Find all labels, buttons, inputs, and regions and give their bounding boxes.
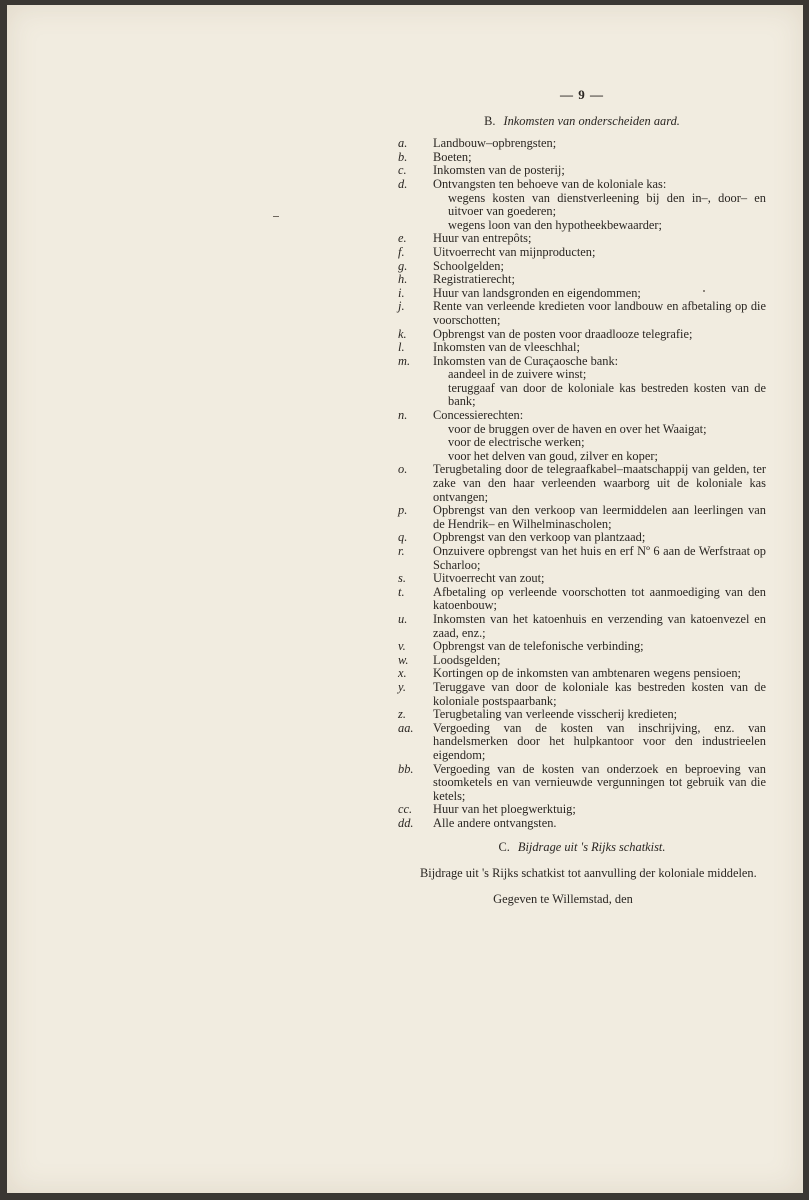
item-text [433, 164, 766, 178]
item-letter: t. [398, 584, 405, 599]
list-item [398, 763, 766, 804]
item-letter: e. [398, 231, 407, 246]
item-line: Huur van entrepôts; [433, 231, 532, 246]
item-line: Kortingen op de inkomsten van ambtenaren wegens pensioen; [433, 666, 741, 681]
list-item [398, 355, 766, 409]
item-line: Concessierechten: [433, 408, 524, 423]
list-item [398, 409, 766, 463]
section-b-title: Inkomsten van onderscheiden aard. [503, 113, 680, 128]
page-number: — 9 — [560, 87, 604, 102]
item-letter: q. [398, 530, 408, 545]
list-item [398, 708, 766, 722]
list-item [398, 328, 766, 342]
list-item [398, 667, 766, 681]
list-item [398, 640, 766, 654]
revenue-items-list [398, 137, 766, 830]
item-text [433, 803, 766, 817]
item-letter: cc. [398, 802, 413, 817]
item-sub-line: voor het delven van goud, zilver en koper; [448, 448, 658, 463]
item-line: Opbrengst van den verkoop van plantzaad; [433, 530, 646, 545]
item-letter: y. [398, 679, 406, 694]
item-text [433, 722, 766, 763]
item-letter: r. [398, 544, 405, 558]
item-text [433, 260, 766, 274]
list-item [398, 260, 766, 274]
item-letter: f. [398, 244, 405, 259]
item-line: Uitvoerrecht van mijnproducten; [433, 244, 596, 259]
item-letter: w. [398, 652, 409, 667]
item-letter: h. [398, 272, 408, 287]
item-text [433, 355, 766, 409]
item-text [433, 232, 766, 246]
item-line: Ontvangsten ten behoeve van de koloniale kas: [433, 176, 667, 191]
item-letter: k. [398, 326, 407, 341]
item-sub-line: voor de electrische werken; [448, 435, 585, 450]
item-line: Terugbetaling door de telegraafkabel–maatschappij van gelden, ter zake van den haar verleenden waarborg uit de koloniale kas ontvangen; [433, 462, 766, 504]
item-letter: u. [398, 611, 408, 626]
item-text [433, 504, 766, 531]
item-text [433, 409, 766, 463]
item-text [433, 531, 766, 545]
item-text [433, 708, 766, 722]
item-letter: aa. [398, 720, 414, 735]
item-text [433, 273, 766, 287]
section-b-letter: B. [484, 113, 496, 128]
list-item [398, 681, 766, 708]
item-text [433, 246, 766, 260]
item-letter: g. [398, 258, 408, 273]
list-item [398, 137, 766, 151]
list-item [398, 504, 766, 531]
item-line: Huur van landsgronden en eigendommen; [433, 285, 641, 300]
item-line: Rente van verleende kredieten voor landbouw en afbetaling op die voorschotten; [433, 299, 766, 327]
list-item [398, 232, 766, 246]
item-text [433, 300, 766, 327]
item-line: Teruggave van door de koloniale kas bestreden kosten van de koloniale postspaarbank; [433, 679, 766, 708]
item-letter: dd. [398, 815, 414, 830]
list-item [398, 613, 766, 640]
list-item [398, 803, 766, 817]
item-line: Landbouw–opbrengsten; [433, 136, 557, 151]
given-at-line: Gegeven te Willemstad, den [493, 891, 633, 906]
section-c-letter: C. [498, 840, 510, 855]
item-line: Opbrengst van de telefonische verbinding; [433, 639, 644, 654]
item-letter: x. [398, 666, 407, 681]
item-text [433, 667, 766, 681]
item-line: Alle andere ontvangsten. [433, 815, 557, 830]
item-line: Schoolgelden; [433, 258, 504, 273]
item-line: Opbrengst van de posten voor draadlooze telegrafie; [433, 326, 693, 341]
item-text [433, 640, 766, 654]
item-text [433, 763, 766, 804]
item-line: Registratierecht; [433, 272, 515, 287]
list-item [398, 164, 766, 178]
list-item [398, 246, 766, 260]
list-item [398, 817, 766, 831]
item-sub-line: wegens kosten van dienstverleening bij den in–, door– en uitvoer van goederen; [448, 190, 766, 219]
item-line: Afbetaling op verleende voorschotten tot aanmoediging van den katoenbouw; [433, 584, 766, 613]
item-text [433, 151, 766, 165]
item-text [433, 613, 766, 640]
item-line: Terugbetaling van verleende visscherij kredieten; [433, 707, 678, 722]
item-text [433, 328, 766, 342]
list-item [398, 722, 766, 763]
item-letter: d. [398, 176, 408, 191]
item-text [433, 817, 766, 831]
section-c-title: Bijdrage uit 's Rijks schatkist. [517, 840, 666, 855]
list-item [398, 273, 766, 287]
item-sub-line: voor de bruggen over de haven en over het Waaigat; [448, 421, 707, 436]
list-item [398, 654, 766, 668]
item-sub-line: wegens loon van den hypotheekbewaarder; [448, 217, 663, 232]
item-text [433, 572, 766, 586]
item-line: Inkomsten van het katoenhuis en verzending van katoenvezel en zaad, enz.; [433, 611, 766, 640]
list-item [398, 287, 766, 301]
item-letter: j. [398, 299, 405, 314]
item-letter: c. [398, 163, 407, 178]
item-line: Uitvoerrecht van zout; [433, 571, 545, 586]
item-letter: s. [398, 571, 406, 586]
item-line: Inkomsten van de posterij; [433, 163, 565, 178]
list-item [398, 531, 766, 545]
item-text [433, 545, 766, 572]
item-text [433, 463, 766, 504]
list-item [398, 300, 766, 327]
item-line: Inkomsten van de vleeschhal; [433, 340, 580, 355]
item-letter: z. [398, 707, 406, 722]
item-text [433, 287, 766, 301]
item-line: Boeten; [433, 149, 472, 164]
item-letter: m. [398, 353, 411, 368]
item-line: Opbrengst van den verkoop van leermiddelen aan leerlingen van de Hendrik– en Wilhelminascholen; [433, 503, 766, 531]
item-line: Inkomsten van de Curaçaosche bank: [433, 353, 619, 368]
item-sub-line: teruggaaf van door de koloniale kas bestreden kosten van de bank; [448, 380, 766, 409]
contribution-paragraph: Bijdrage uit 's Rijks schatkist tot aanvulling der koloniale middelen. [420, 866, 757, 881]
item-text [433, 654, 766, 668]
item-line: Loodsgelden; [433, 652, 501, 667]
item-letter: o. [398, 462, 408, 477]
list-item [398, 586, 766, 613]
item-letter: n. [398, 408, 408, 423]
item-line: Vergoeding van de kosten van onderzoek en beproeving van stoomketels en van vernieuwde vergunningen tot gebruik van die ketels; [433, 761, 766, 803]
section-b-heading [398, 115, 766, 129]
item-line: Huur van het ploegwerktuig; [433, 802, 576, 817]
item-letter: b. [398, 149, 408, 164]
stray-mark [273, 216, 279, 217]
item-text [433, 341, 766, 355]
item-letter: p. [398, 503, 408, 518]
list-item [398, 341, 766, 355]
item-letter: a. [398, 136, 408, 151]
item-text [433, 681, 766, 708]
item-text [433, 586, 766, 613]
item-text [433, 178, 766, 232]
item-sub-line: aandeel in de zuivere winst; [448, 367, 587, 382]
item-letter: i. [398, 285, 405, 300]
item-line: Vergoeding van de kosten van inschrijving, enz. van handelsmerken door het hulpkantoor voor den industrieelen eigendom; [433, 720, 766, 762]
item-letter: bb. [398, 761, 414, 776]
item-line: Onzuivere opbrengst van het huis en erf Nº 6 aan de Werfstraat op Scharloo; [433, 544, 766, 572]
item-letter: l. [398, 340, 405, 355]
list-item [398, 463, 766, 504]
list-item [398, 178, 766, 232]
list-item [398, 151, 766, 165]
item-text [433, 137, 766, 151]
item-letter: v. [398, 639, 406, 654]
list-item [398, 545, 766, 572]
section-c-heading [398, 841, 766, 855]
list-item [398, 572, 766, 586]
text-column [398, 88, 766, 906]
